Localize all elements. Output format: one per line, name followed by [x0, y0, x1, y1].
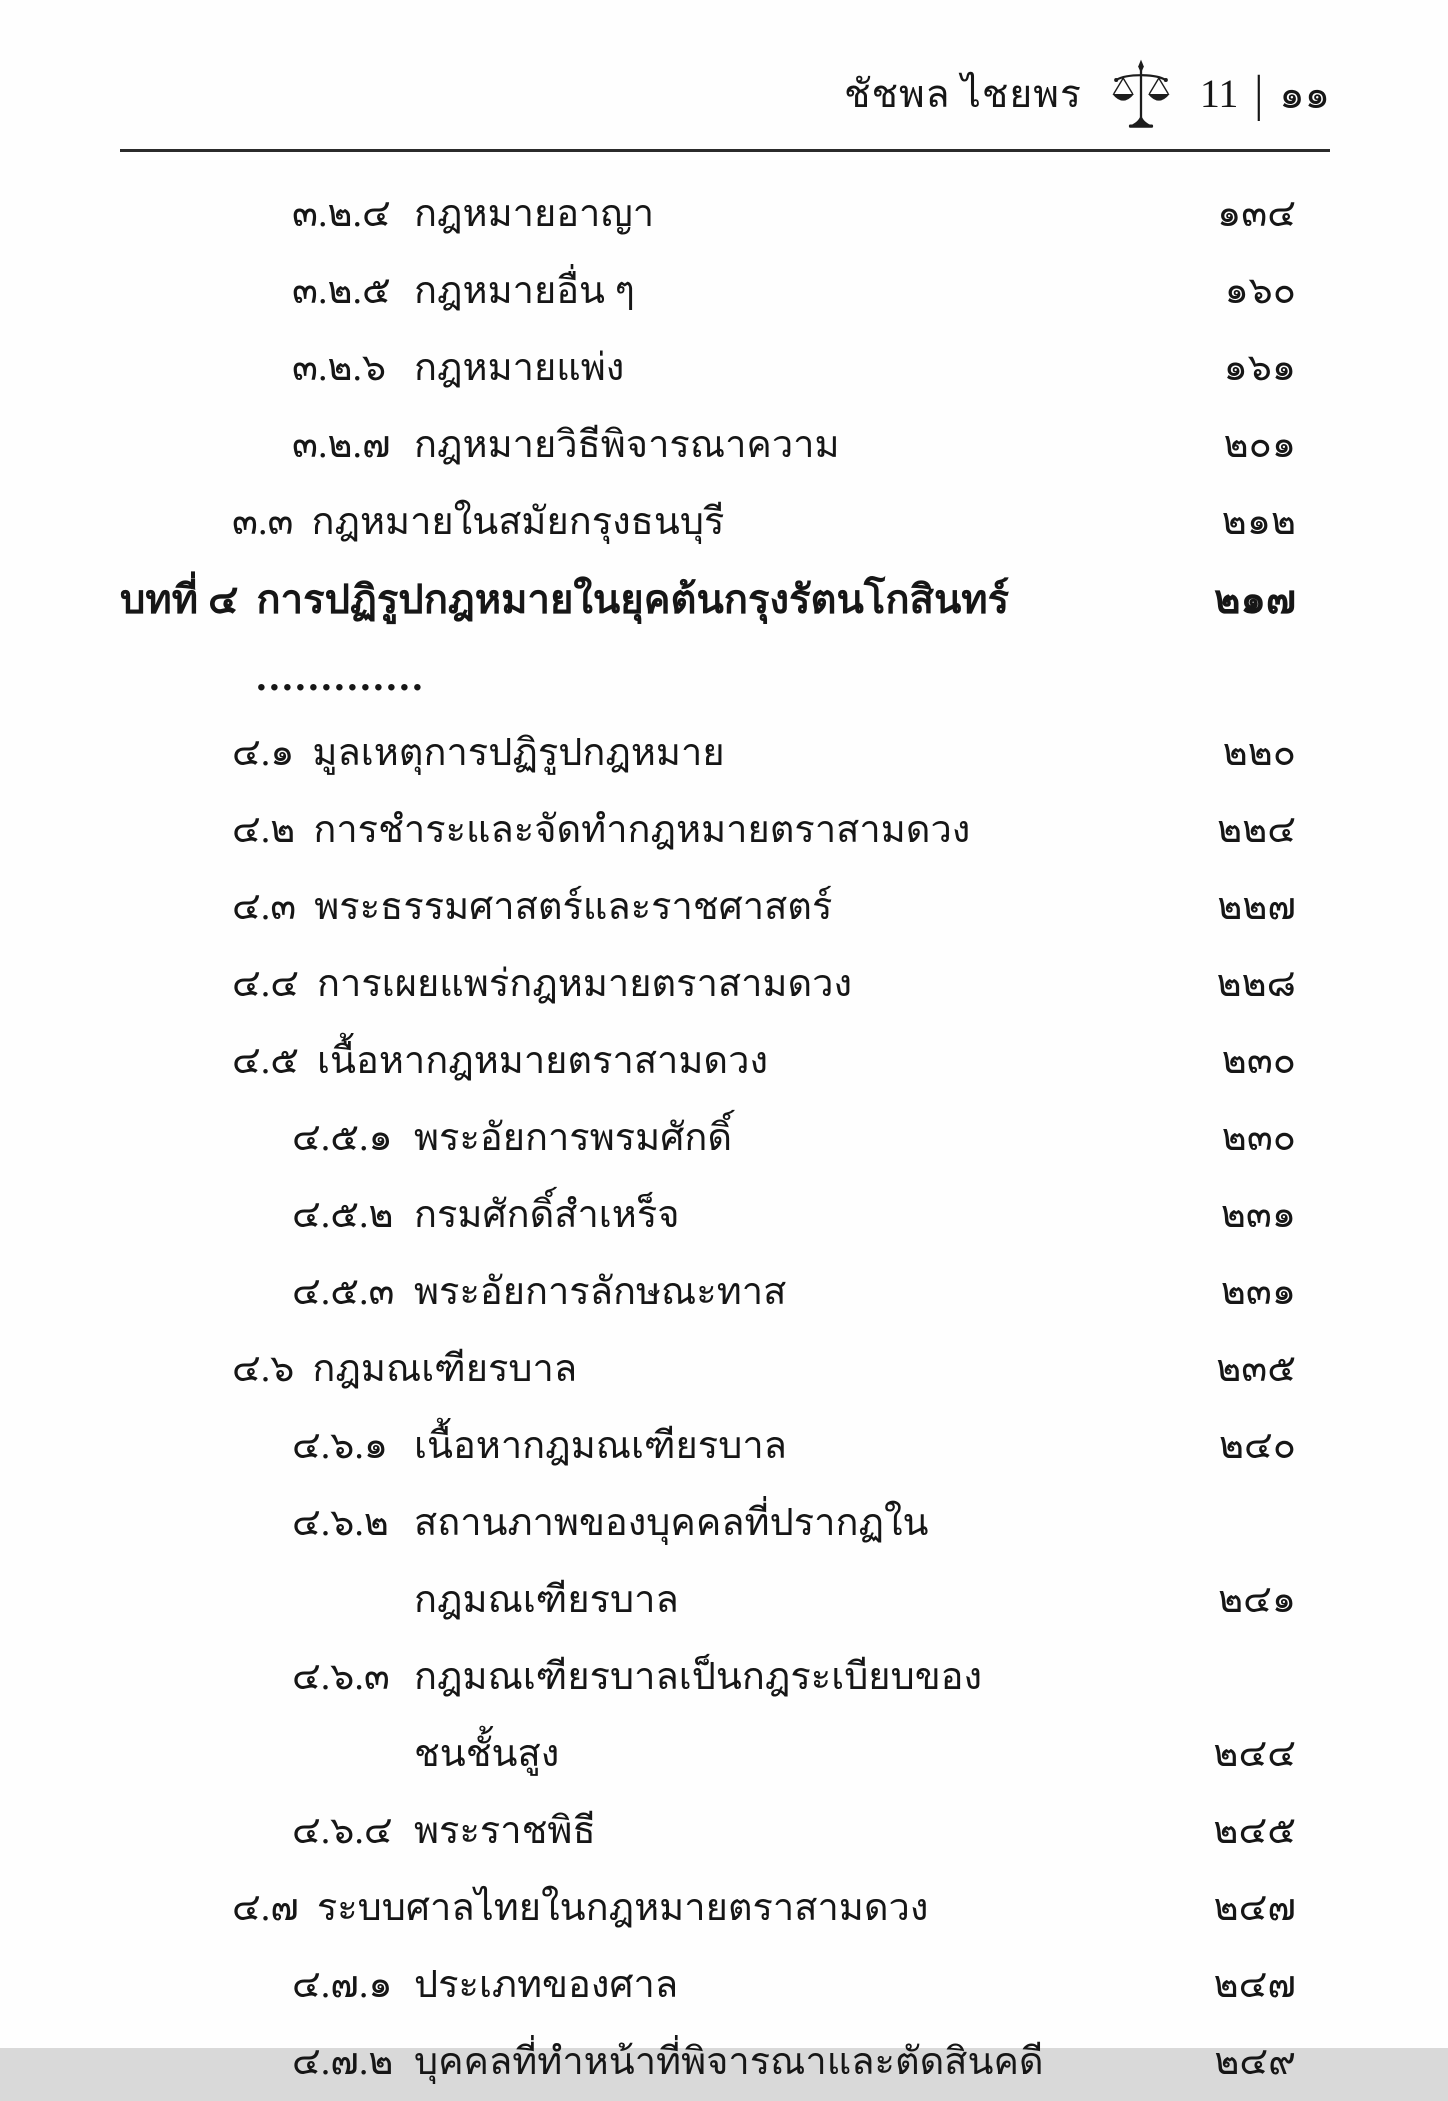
entry-number: ๓.๒.๗ — [292, 424, 391, 466]
entry-page: ๒๐๑ — [1223, 424, 1296, 466]
entry-page: ๒๔๑ — [1218, 1579, 1296, 1621]
entry-page: ๒๔๗ — [1213, 1964, 1296, 2006]
entry-title: พระอัยการลักษณะทาส — [414, 1271, 787, 1313]
entry-title: เนื้อหากฎมณเฑียรบาล — [414, 1425, 787, 1467]
entry-title: การชำระและจัดทำกฎหมายตราสามดวง — [313, 809, 971, 851]
entry-page: ๒๓๐ — [1221, 1117, 1296, 1159]
entry-page: ๒๒๘ — [1216, 963, 1296, 1005]
entry-page: ๒๑๒ — [1221, 501, 1296, 543]
entry-number: ๔.๒ — [232, 809, 296, 851]
entry-number: ๔.๖ — [232, 1348, 295, 1390]
toc-entry — [120, 946, 1330, 1023]
entry-title-line1: กฎมณเฑียรบาลเป็นกฎระเบียบของ — [414, 1656, 983, 1698]
entry-page: ๑๓๔ — [1217, 193, 1296, 235]
entry-number: ๔.๕.๓ — [292, 1271, 395, 1313]
entry-page: ๒๓๐ — [1221, 1040, 1296, 1082]
toc-entry — [120, 2024, 1330, 2101]
entry-title — [414, 1639, 1146, 1793]
entry-page: ๒๔๙ — [1214, 2041, 1296, 2083]
toc-entry — [120, 176, 1330, 253]
entry-title-line2: ชนชั้นสูง — [414, 1733, 560, 1775]
entry-title-line1: สถานภาพของบุคคลที่ปรากฏใน — [414, 1502, 929, 1544]
entry-number: ๔.๓ — [232, 886, 297, 928]
entry-number: ๓.๒.๕ — [292, 270, 391, 312]
entry-page: ๒๔๔ — [1213, 1733, 1296, 1775]
entry-number: ๔.๔ — [232, 963, 300, 1005]
page-number-block — [1200, 62, 1330, 126]
entry-page: ๒๒๗ — [1217, 886, 1296, 928]
toc-entry — [120, 1100, 1330, 1177]
entry-number: ๔.๖.๓ — [292, 1656, 390, 1698]
table-of-contents — [120, 176, 1330, 2101]
entry-number: ๔.๖.๒ — [292, 1502, 389, 1544]
entry-number: ๔.๗.๒ — [292, 2041, 394, 2083]
entry-page: ๑๖๐ — [1224, 270, 1296, 312]
entry-title: กรมศักดิ์สำเหร็จ — [414, 1194, 680, 1236]
entry-title: พระอัยการพรมศักดิ์ — [414, 1117, 733, 1159]
dot-leader: ............. — [256, 654, 426, 699]
entry-number: ๓.๒.๖ — [292, 347, 387, 389]
toc-entry — [120, 1331, 1330, 1408]
entry-title — [414, 1485, 1146, 1639]
entry-number: ๔.๕ — [232, 1040, 300, 1082]
entry-number: ๔.๗ — [232, 1887, 299, 1929]
entry-number: ๔.๖.๔ — [292, 1810, 393, 1852]
entry-page: ๒๓๕ — [1216, 1348, 1296, 1390]
entry-page: ๑๖๑ — [1223, 347, 1296, 389]
entry-number: ๔.๕.๒ — [292, 1194, 394, 1236]
entry-title-line2: กฎมณเฑียรบาล — [414, 1579, 679, 1621]
page-number-thai: ๑๑ — [1279, 71, 1330, 117]
toc-entry — [120, 1408, 1330, 1485]
page-number-arabic: 11 — [1199, 71, 1239, 116]
entry-title: พระราชพิธี — [414, 1810, 596, 1852]
toc-entry — [120, 1870, 1330, 1947]
entry-title: ประเภทของศาล — [414, 1964, 679, 2006]
toc-entry — [120, 869, 1330, 946]
entry-title: กฎหมายวิธีพิจารณาความ — [414, 424, 840, 466]
toc-entry — [120, 1254, 1330, 1331]
entry-number: ๔.๗.๑ — [292, 1964, 393, 2006]
chapter-number: บทที่ ๔ — [120, 577, 239, 622]
entry-number: ๔.๕.๑ — [292, 1117, 393, 1159]
entry-page: ๒๒๐ — [1222, 732, 1296, 774]
toc-entry — [120, 253, 1330, 330]
toc-entry — [120, 1793, 1330, 1870]
entry-title: กฎหมายอื่น ๆ — [414, 270, 635, 312]
toc-entry — [120, 792, 1330, 869]
entry-title: พระธรรมศาสตร์และราชศาสตร์ — [314, 886, 833, 928]
toc-entry — [120, 484, 1330, 561]
entry-title: มูลเหตุการปฏิรูปกฎหมาย — [312, 732, 725, 774]
toc-chapter-entry — [120, 561, 1330, 715]
entry-page: ๒๓๑ — [1220, 1194, 1296, 1236]
toc-entry — [120, 1639, 1330, 1793]
entry-page: ๒๔๗ — [1213, 1887, 1296, 1929]
toc-entry — [120, 1947, 1330, 2024]
entry-page: ๒๑๗ — [1214, 577, 1296, 622]
toc-entry — [120, 715, 1330, 792]
entry-number: ๓.๒.๔ — [292, 193, 391, 235]
entry-number: ๔.๑ — [232, 732, 295, 774]
entry-page: ๒๔๕ — [1213, 1810, 1296, 1852]
scales-of-justice-icon — [1108, 59, 1174, 129]
entry-title: การเผยแพร่กฎหมายตราสามดวง — [317, 963, 853, 1005]
toc-entry — [120, 330, 1330, 407]
page-header — [120, 56, 1330, 152]
entry-page: ๒๒๔ — [1217, 809, 1296, 851]
entry-title: บุคคลที่ทำหน้าที่พิจารณาและตัดสินคดี — [414, 2041, 1044, 2083]
entry-number: ๓.๓ — [232, 501, 294, 543]
toc-entry — [120, 407, 1330, 484]
toc-entry — [120, 1485, 1330, 1639]
toc-entry — [120, 1177, 1330, 1254]
entry-page: ๒๓๑ — [1220, 1271, 1296, 1313]
entry-title: กฎหมายในสมัยกรุงธนบุรี — [311, 501, 725, 543]
chapter-title-text: การปฏิรูปกฎหมายในยุคต้นกรุงรัตนโกสินทร์ — [256, 577, 1010, 622]
toc-entry — [120, 1023, 1330, 1100]
page-number-separator: | — [1254, 65, 1264, 122]
entry-number: ๔.๖.๑ — [292, 1425, 389, 1467]
author-name: ชัชพล ไชยพร — [844, 72, 1082, 116]
entry-page: ๒๔๐ — [1218, 1425, 1296, 1467]
entry-title: ระบบศาลไทยในกฎหมายตราสามดวง — [316, 1887, 929, 1929]
chapter-title — [256, 561, 1146, 715]
entry-title: กฎมณเฑียรบาล — [312, 1348, 578, 1390]
entry-title: เนื้อหากฎหมายตราสามดวง — [317, 1040, 769, 1082]
entry-title: กฎหมายแพ่ง — [414, 347, 625, 389]
entry-title: กฎหมายอาญา — [414, 193, 655, 235]
